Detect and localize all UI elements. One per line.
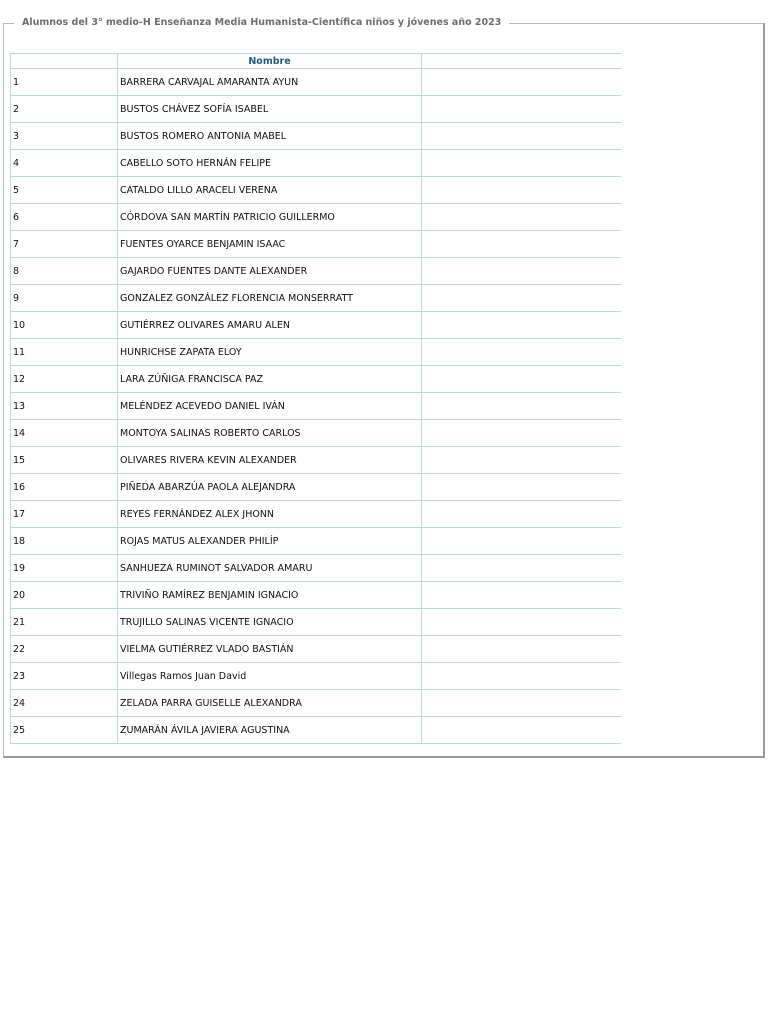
table-row <box>11 528 621 555</box>
empty-cell <box>422 555 621 582</box>
student-name: REYES FERNÁNDEZ ALEX JHONN <box>118 501 422 528</box>
table-row <box>11 609 621 636</box>
table-row <box>11 393 621 420</box>
empty-cell <box>422 474 621 501</box>
row-number: 5 <box>11 177 118 204</box>
row-number: 14 <box>11 420 118 447</box>
student-name: HUNRICHSE ZAPATA ELOY <box>118 339 422 366</box>
row-number: 17 <box>11 501 118 528</box>
empty-cell <box>422 285 621 312</box>
header-number <box>11 54 118 69</box>
row-number: 3 <box>11 123 118 150</box>
empty-cell <box>422 609 621 636</box>
student-name: GAJARDO FUENTES DANTE ALEXANDER <box>118 258 422 285</box>
row-number: 11 <box>11 339 118 366</box>
student-name: VIELMA GUTIÉRREZ VLADO BASTIÁN <box>118 636 422 663</box>
empty-cell <box>422 582 621 609</box>
empty-cell <box>422 69 621 96</box>
row-number: 6 <box>11 204 118 231</box>
students-table <box>10 53 621 744</box>
student-name: FUENTES OYARCE BENJAMIN ISAAC <box>118 231 422 258</box>
empty-cell <box>422 339 621 366</box>
empty-cell <box>422 501 621 528</box>
row-number: 10 <box>11 312 118 339</box>
student-name: LARA ZÚÑIGA FRANCISCA PAZ <box>118 366 422 393</box>
student-name: GUTIÉRREZ OLIVARES AMARU ALEN <box>118 312 422 339</box>
student-name: OLIVARES RIVERA KEVIN ALEXANDER <box>118 447 422 474</box>
student-name: SANHUEZA RUMINOT SALVADOR AMARU <box>118 555 422 582</box>
row-number: 19 <box>11 555 118 582</box>
empty-cell <box>422 663 621 690</box>
student-name: PIÑEDA ABARZÚA PAOLA ALEJANDRA <box>118 474 422 501</box>
empty-cell <box>422 528 621 555</box>
empty-cell <box>422 690 621 717</box>
empty-cell <box>422 177 621 204</box>
table-body <box>11 69 621 744</box>
table-row <box>11 285 621 312</box>
table-row <box>11 258 621 285</box>
table-row <box>11 663 621 690</box>
row-number: 4 <box>11 150 118 177</box>
student-name: MONTOYA SALINAS ROBERTO CARLOS <box>118 420 422 447</box>
empty-cell <box>422 150 621 177</box>
row-number: 18 <box>11 528 118 555</box>
row-number: 12 <box>11 366 118 393</box>
table-row <box>11 501 621 528</box>
table-row <box>11 96 621 123</box>
table-row <box>11 231 621 258</box>
row-number: 15 <box>11 447 118 474</box>
student-name: MELÉNDEZ ACEVEDO DANIEL IVÁN <box>118 393 422 420</box>
empty-cell <box>422 717 621 744</box>
row-number: 8 <box>11 258 118 285</box>
empty-cell <box>422 258 621 285</box>
student-name: ZUMARÁN ÁVILA JAVIERA AGUSTINA <box>118 717 422 744</box>
table-row <box>11 474 621 501</box>
empty-cell <box>422 123 621 150</box>
row-number: 24 <box>11 690 118 717</box>
row-number: 7 <box>11 231 118 258</box>
empty-cell <box>422 636 621 663</box>
table-row <box>11 717 621 744</box>
student-name: GONZALEZ GONZÁLEZ FLORENCIA MONSERRATT <box>118 285 422 312</box>
table-row <box>11 312 621 339</box>
header-nombre: Nombre <box>118 54 422 69</box>
table-row <box>11 366 621 393</box>
table-row <box>11 150 621 177</box>
table-row <box>11 204 621 231</box>
empty-cell <box>422 366 621 393</box>
row-number: 9 <box>11 285 118 312</box>
empty-cell <box>422 231 621 258</box>
table-row <box>11 690 621 717</box>
row-number: 2 <box>11 96 118 123</box>
student-name: CÓRDOVA SAN MARTÍN PATRICIO GUILLERMO <box>118 204 422 231</box>
student-name: TRUJILLO SALINAS VICENTE IGNACIO <box>118 609 422 636</box>
table-row <box>11 69 621 96</box>
row-number: 13 <box>11 393 118 420</box>
row-number: 23 <box>11 663 118 690</box>
student-name: ROJAS MATUS ALEXANDER PHILÍP <box>118 528 422 555</box>
student-name: BUSTOS CHÁVEZ SOFÍA ISABEL <box>118 96 422 123</box>
table-row <box>11 582 621 609</box>
empty-cell <box>422 96 621 123</box>
student-name: BUSTOS ROMERO ANTONIA MABEL <box>118 123 422 150</box>
fieldset-legend: Alumnos del 3° medio-H Enseñanza Media Humanista-Científica niños y jóvenes año 2023 <box>14 16 509 30</box>
row-number: 1 <box>11 69 118 96</box>
table-row <box>11 177 621 204</box>
table-row <box>11 339 621 366</box>
header-extra <box>422 54 621 69</box>
table-row <box>11 636 621 663</box>
table-row <box>11 123 621 150</box>
student-name: CABELLO SOTO HERNÁN FELIPE <box>118 150 422 177</box>
student-name: ZELADA PARRA GUISELLE ALEXANDRA <box>118 690 422 717</box>
empty-cell <box>422 312 621 339</box>
row-number: 16 <box>11 474 118 501</box>
row-number: 20 <box>11 582 118 609</box>
table-row <box>11 555 621 582</box>
row-number: 21 <box>11 609 118 636</box>
empty-cell <box>422 204 621 231</box>
row-number: 25 <box>11 717 118 744</box>
row-number: 22 <box>11 636 118 663</box>
student-name: TRIVIÑO RAMÍREZ BENJAMIN IGNACIO <box>118 582 422 609</box>
empty-cell <box>422 420 621 447</box>
empty-cell <box>422 393 621 420</box>
table-row <box>11 447 621 474</box>
table-row <box>11 420 621 447</box>
student-name: CATALDO LILLO ARACELI VERENA <box>118 177 422 204</box>
student-name: Villegas Ramos Juan David <box>118 663 422 690</box>
table-header-row <box>11 54 621 69</box>
empty-cell <box>422 447 621 474</box>
student-name: BARRERA CARVAJAL AMARANTA AYUN <box>118 69 422 96</box>
